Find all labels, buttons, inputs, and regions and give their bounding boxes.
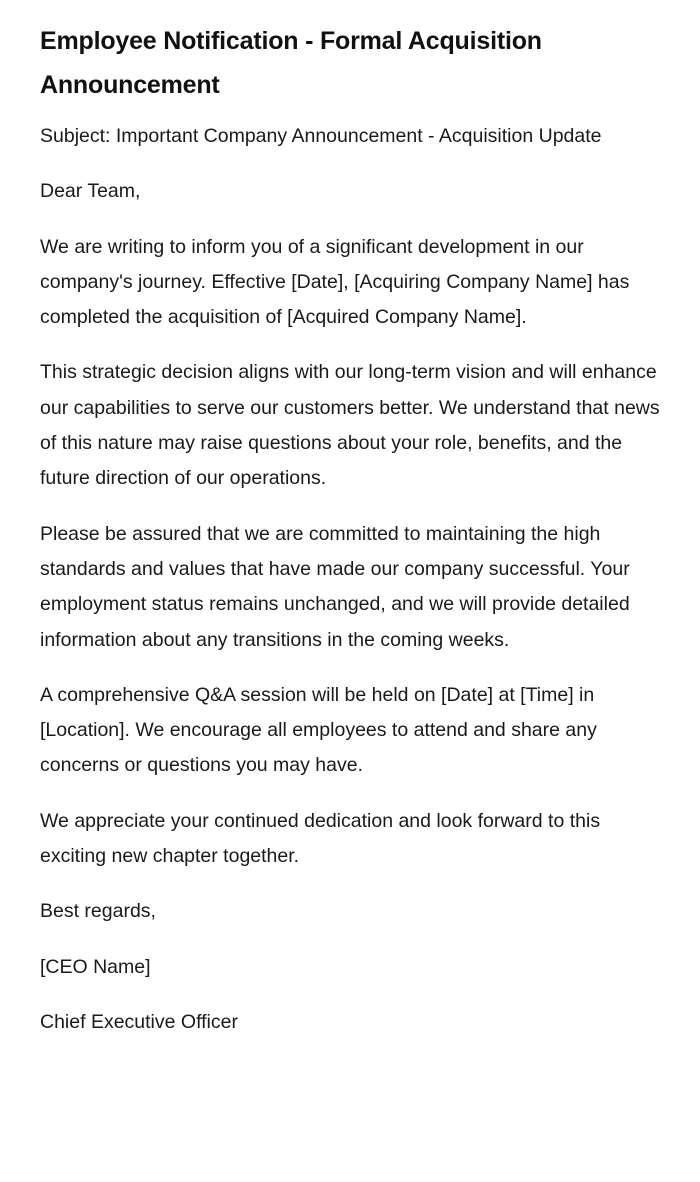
body-paragraph-1: We are writing to inform you of a significant development in our company's journey. Effective [Date], [Acquiring Company Name] has completed the acquisition of [Acquired Company Name]. xyxy=(40,235,630,329)
body-paragraph-5: We appreciate your continued dedication and look forward to this exciting new chapter together. xyxy=(40,809,601,868)
body-paragraph-4: A comprehensive Q&A session will be held on [Date] at [Time] in [Location]. We encourage all employees to attend and share any concerns or questions you may have. xyxy=(40,683,597,777)
body-paragraph-3: Please be assured that we are committed to maintaining the high standards and values that have made our company successful. Your employment status remains unchanged, and we will provide detailed information about any transitions in the coming weeks. xyxy=(40,522,630,651)
signer-title: Chief Executive Officer xyxy=(40,1010,238,1033)
body-paragraph-2: This strategic decision aligns with our long-term vision and will enhance our capabilities to serve our customers better. We understand that news of this nature may raise questions about your role, benefits, and the future direction of our operations. xyxy=(40,361,660,490)
subject-line: Subject: Important Company Announcement - Acquisition Update xyxy=(40,125,602,147)
signer-name: [CEO Name] xyxy=(40,955,151,978)
document-title: Employee Notification - Formal Acquisition Announcement xyxy=(40,27,542,99)
closing: Best regards, xyxy=(40,900,156,923)
greeting: Dear Team, xyxy=(40,180,141,203)
